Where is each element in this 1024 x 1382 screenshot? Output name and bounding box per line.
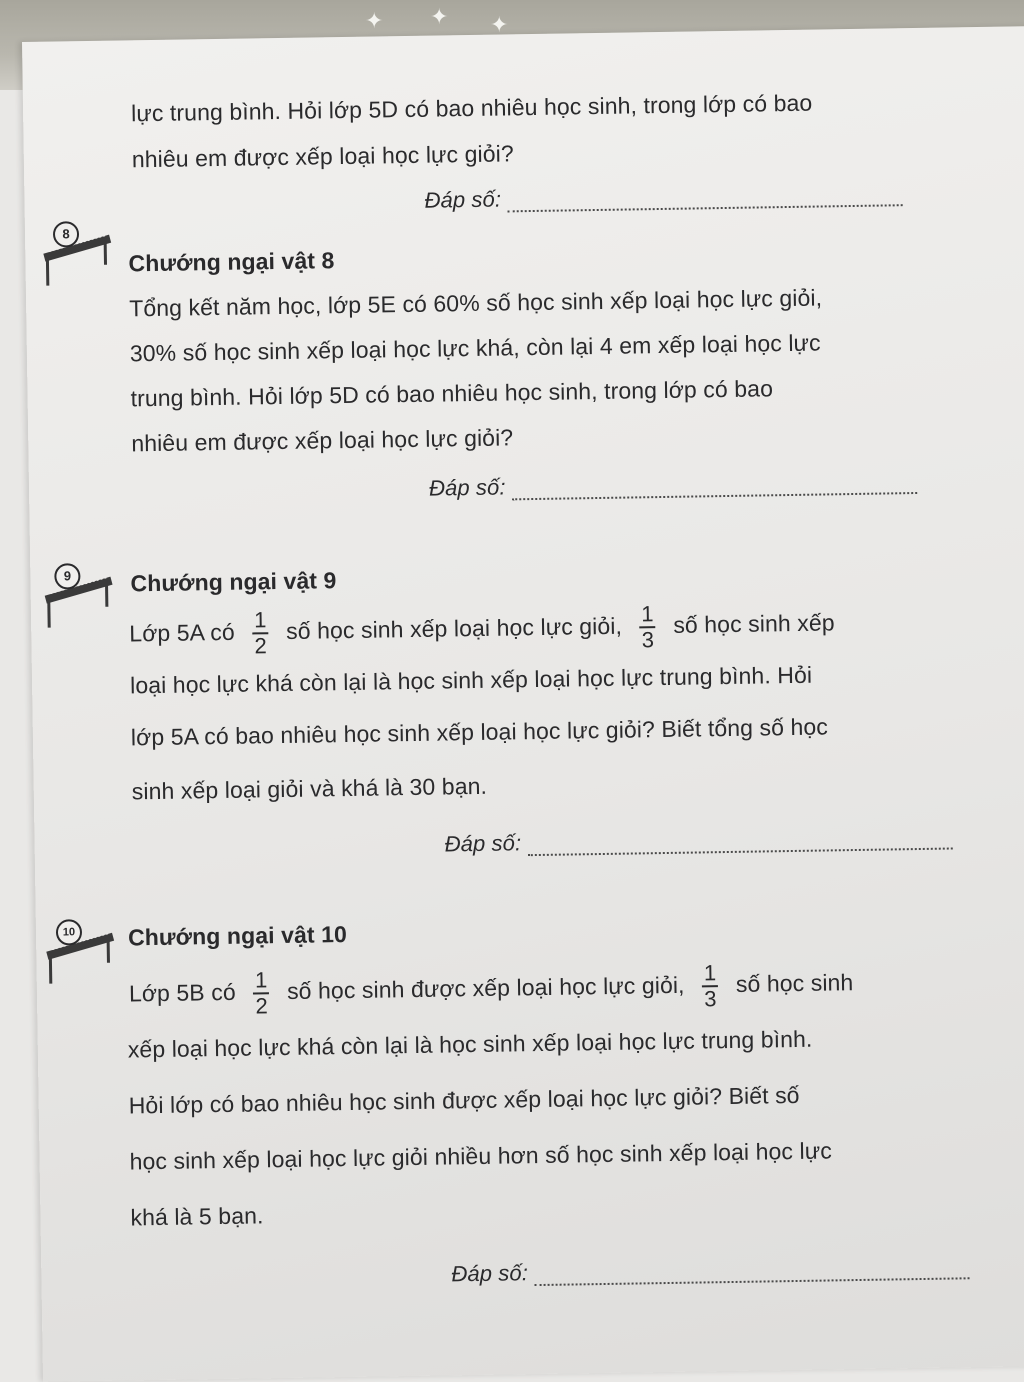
problem-text-line: Hỏi lớp có bao nhiêu học sinh được xếp loại học lực giỏi? Biết số [129, 1082, 800, 1120]
fraction-denominator: 3 [639, 628, 658, 652]
problem-text-line: 30% số học sinh xếp loại học lực khá, còn lại 4 em xếp loại học lực [130, 329, 821, 367]
answer-line [451, 1253, 969, 1287]
problem-text-line [129, 599, 835, 660]
fraction-one-third [701, 961, 720, 1011]
text-segment: số học sinh [736, 969, 854, 997]
text-segment: Lớp 5B có [129, 979, 236, 1007]
fraction-numerator: 1 [251, 608, 270, 632]
hurdle-icon [39, 231, 116, 293]
problem-title: Chướng ngại vật 9 [130, 567, 336, 597]
fraction-denominator: 3 [701, 987, 720, 1011]
fraction-one-half [251, 608, 270, 658]
answer-blank[interactable] [534, 1263, 969, 1286]
problem-text-line: sinh xếp loại giỏi và khá là 30 bạn. [132, 773, 488, 806]
problem-text-line: lớp 5A có bao nhiêu học sinh xếp loại học lực giỏi? Biết tổng số học [131, 713, 828, 751]
sparkle-icon: ✦ [490, 12, 508, 38]
fraction-one-half [252, 968, 271, 1018]
answer-blank[interactable] [512, 478, 917, 500]
problem-number-badge: 10 [56, 919, 82, 945]
fraction-denominator: 2 [252, 994, 271, 1018]
carryover-line-2: nhiêu em được xếp loại học lực giỏi? [132, 140, 514, 173]
sparkle-icon: ✦ [365, 8, 383, 34]
answer-blank[interactable] [527, 833, 952, 856]
fraction-one-third [638, 602, 657, 652]
problem-text-line: học sinh xếp loại học lực giỏi nhiều hơn số học sinh xếp loại học lực [129, 1137, 832, 1175]
problem-text-line [129, 959, 854, 1020]
hurdle-icon [40, 573, 117, 635]
fraction-denominator: 2 [251, 634, 270, 658]
text-segment: số học sinh xếp [673, 609, 835, 638]
text-segment: Lớp 5A có [129, 619, 235, 647]
problem-number-badge: 8 [53, 221, 79, 247]
worksheet-page [22, 26, 1024, 1382]
problem-text-line: khá là 5 bạn. [130, 1202, 263, 1231]
answer-line [444, 823, 952, 857]
problem-text-line: trung bình. Hỏi lớp 5D có bao nhiêu học sinh, trong lớp có bao [130, 375, 773, 412]
sparkle-icon: ✦ [430, 4, 448, 30]
fraction-numerator: 1 [638, 602, 657, 626]
problem-text-line: Tổng kết năm học, lớp 5E có 60% số học sinh xếp loại học lực giỏi, [129, 284, 822, 322]
carryover-line-1: lực trung bình. Hỏi lớp 5D có bao nhiêu học sinh, trong lớp có bao [131, 90, 813, 128]
answer-blank[interactable] [507, 190, 902, 212]
answer-line [424, 180, 902, 213]
answer-label: Đáp số: [429, 474, 506, 500]
answer-label: Đáp số: [444, 830, 521, 856]
problem-text-line: xếp loại học lực khá còn lại là học sinh xếp loại học lực trung bình. [128, 1026, 813, 1064]
fraction-numerator: 1 [252, 968, 271, 992]
problem-text-line: loại học lực khá còn lại là học sinh xếp loại học lực trung bình. Hỏi [130, 662, 812, 700]
text-segment: số học sinh xếp loại học lực giỏi, [286, 613, 622, 644]
fraction-numerator: 1 [701, 961, 720, 985]
text-segment: số học sinh được xếp loại học lực giỏi, [287, 972, 685, 1004]
problem-title: Chướng ngại vật 8 [128, 247, 334, 277]
problem-title: Chướng ngại vật 10 [128, 921, 347, 951]
answer-label: Đáp số: [451, 1260, 528, 1286]
hurdle-icon [42, 929, 119, 991]
problem-number-badge: 9 [54, 563, 80, 589]
answer-label: Đáp số: [424, 186, 501, 212]
answer-line [429, 468, 917, 502]
problem-text-line: nhiêu em được xếp loại học lực giỏi? [131, 424, 513, 457]
